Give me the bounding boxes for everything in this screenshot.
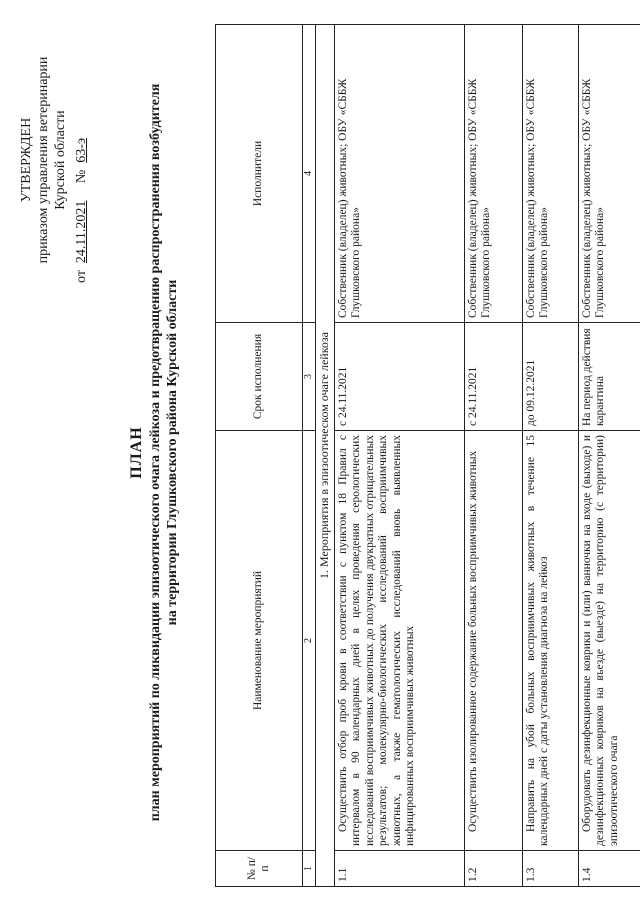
header-exec: Исполнители (216, 25, 303, 323)
row-num: 1.3 (522, 851, 578, 887)
col-number: 4 (303, 25, 316, 323)
row-num: 1.1 (334, 851, 464, 887)
document-title (128, 20, 181, 885)
approval-region: Курской области (53, 110, 68, 210)
column-number-row (303, 25, 316, 887)
row-term: с 24.11.2021 (334, 323, 464, 431)
row-exec: Собственник (владелец) животных; ОБУ «СББЖ Глушковского района» (334, 25, 464, 323)
title-main: ПЛАН (128, 426, 145, 479)
row-num: 1.4 (578, 851, 640, 887)
row-text: Направить на убой больных восприимчивых животных в течение 15 календарных дней с даты установления диагноза на лейкоз (522, 431, 578, 851)
row-term: с 24.11.2021 (464, 323, 522, 431)
approval-heading: УТВЕРЖДЕН (19, 117, 34, 203)
approval-order: приказом управления ветеринарии (36, 56, 51, 264)
table-row (522, 25, 578, 887)
table-row (334, 25, 464, 887)
table-header-row (216, 25, 303, 887)
header-name: Наименование мероприятий (216, 431, 303, 851)
row-text: Оборудовать дезинфекционные коврики и (или) ванночки на входе (выходе) и дезинфекционных ковриков на въезде (выезде) на территорию (с территории) эпизоотического очага (578, 431, 640, 851)
row-exec: Собственник (владелец) животных; ОБУ «СББЖ Глушковского района» (522, 25, 578, 323)
row-exec: Собственник (владелец) животных; ОБУ «СББЖ Глушковского района» (578, 25, 640, 323)
row-num: 1.2 (464, 851, 522, 887)
row-text: Осуществить изолированное содержание больных восприимчивых животных (464, 431, 522, 851)
section-title: 1. Мероприятия в эпизоотическом очаге лейкоза (316, 25, 335, 887)
title-line-1: план мероприятий по ликвидации эпизоотического очага лейкоза и предотвращению распространения возбудителя (148, 83, 163, 822)
approval-block (18, 15, 90, 305)
col-number: 1 (303, 851, 316, 887)
header-num: № п/п (216, 851, 303, 887)
row-exec: Собственник (владелец) животных; ОБУ «СББЖ Глушковского района» (464, 25, 522, 323)
approval-date: 24.11.2021 (74, 200, 89, 264)
row-term: до 09.12.2021 (522, 323, 578, 431)
col-number: 2 (303, 431, 316, 851)
number-prefix: № (74, 169, 89, 184)
approval-number: 63-э (74, 138, 89, 163)
table-row (464, 25, 522, 887)
row-text: Осуществить отбор проб крови в соответствии с пунктом 18 Правил с интервалом в 90 календарных дней в целях проведения серологических исследований восприимчивых животных до получения двукратных отрицательных результатов; молекулярно-биологических исследований восприимчивых животных, а также гематологических исследований вновь выявленных инфицированных восприимчивых животных (334, 431, 464, 851)
approval-date-line (73, 15, 90, 305)
title-line-2: на территории Глушковского района Курской области (165, 279, 180, 626)
date-prefix: от (74, 270, 89, 283)
col-number: 3 (303, 323, 316, 431)
header-term: Срок исполнения (216, 323, 303, 431)
section-row (316, 25, 335, 887)
table-row (578, 25, 640, 887)
row-term: На период действия карантина (578, 323, 640, 431)
measures-table (215, 24, 640, 887)
